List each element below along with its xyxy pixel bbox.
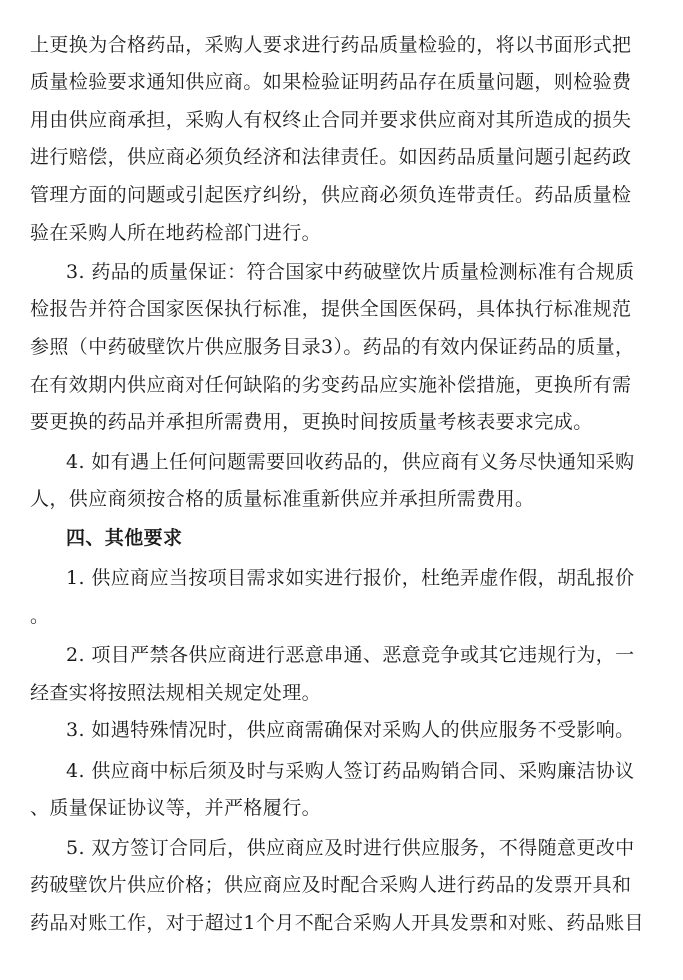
text-line: 上更换为合格药品，采购人要求进行药品质量检验的，将以书面形式把 [30, 34, 632, 56]
text-line: 用由供应商承担，采购人有权终止合同并要求供应商对其所造成的损失 [30, 109, 632, 131]
section-heading: 四、其他要求 [66, 527, 183, 549]
text-line: 3. 药品的质量保证：符合国家中药破壁饮片质量检测标准有合规质 [66, 261, 635, 283]
text-line: 管理方面的问题或引起医疗纠纷，供应商必须负连带责任。药品质量检 [30, 184, 632, 206]
text-line: 、质量保证协议等，并严格履行。 [30, 797, 322, 819]
text-line: 3. 如遇特殊情况时，供应商需确保对采购人的供应服务不受影响。 [66, 719, 635, 741]
text-line: 进行赔偿，供应商必须负经济和法律责任。如因药品质量问题引起药政 [30, 146, 632, 168]
text-line: 药品对账工作，对于超过1个月不配合采购人开具发票和对账、药品账目 [30, 912, 644, 934]
text-line: 5. 双方签订合同后，供应商应及时进行供应服务，不得随意更改中 [66, 837, 635, 859]
text-line: 要更换的药品并承担所需费用，更换时间按质量考核表要求完成。 [30, 411, 593, 433]
text-line: 。 [30, 605, 50, 627]
text-line: 参照（中药破壁饮片供应服务目录3）。药品的有效内保证药品的质量， [30, 336, 635, 358]
text-line: 在有效期内供应商对任何缺陷的劣变药品应实施补偿措施，更换所有需 [30, 374, 632, 396]
text-line: 质量检验要求通知供应商。如果检验证明药品存在质量问题，则检验费 [30, 71, 632, 93]
text-line: 药破壁饮片供应价格；供应商应及时配合采购人进行药品的发票开具和 [30, 874, 632, 896]
text-line: 检报告并符合国家医保执行标准，提供全国医保码，具体执行标准规范 [30, 298, 632, 320]
text-line: 验在采购人所在地药检部门进行。 [30, 222, 322, 244]
text-line: 1. 供应商应当按项目需求如实进行报价，杜绝弄虚作假，胡乱报价 [66, 567, 635, 589]
text-line: 4. 供应商中标后须及时与采购人签订药品购销合同、采购廉洁协议 [66, 760, 635, 782]
text-line: 经查实将按照法规相关规定处理。 [30, 682, 322, 704]
text-line: 2. 项目严禁各供应商进行恶意串通、恶意竞争或其它违规行为，一 [66, 644, 635, 666]
text-line: 4. 如有遇上任何问题需要回收药品的，供应商有义务尽快通知采购 [66, 451, 635, 473]
text-line: 人，供应商须按合格的质量标准重新供应并承担所需费用。 [30, 488, 535, 510]
